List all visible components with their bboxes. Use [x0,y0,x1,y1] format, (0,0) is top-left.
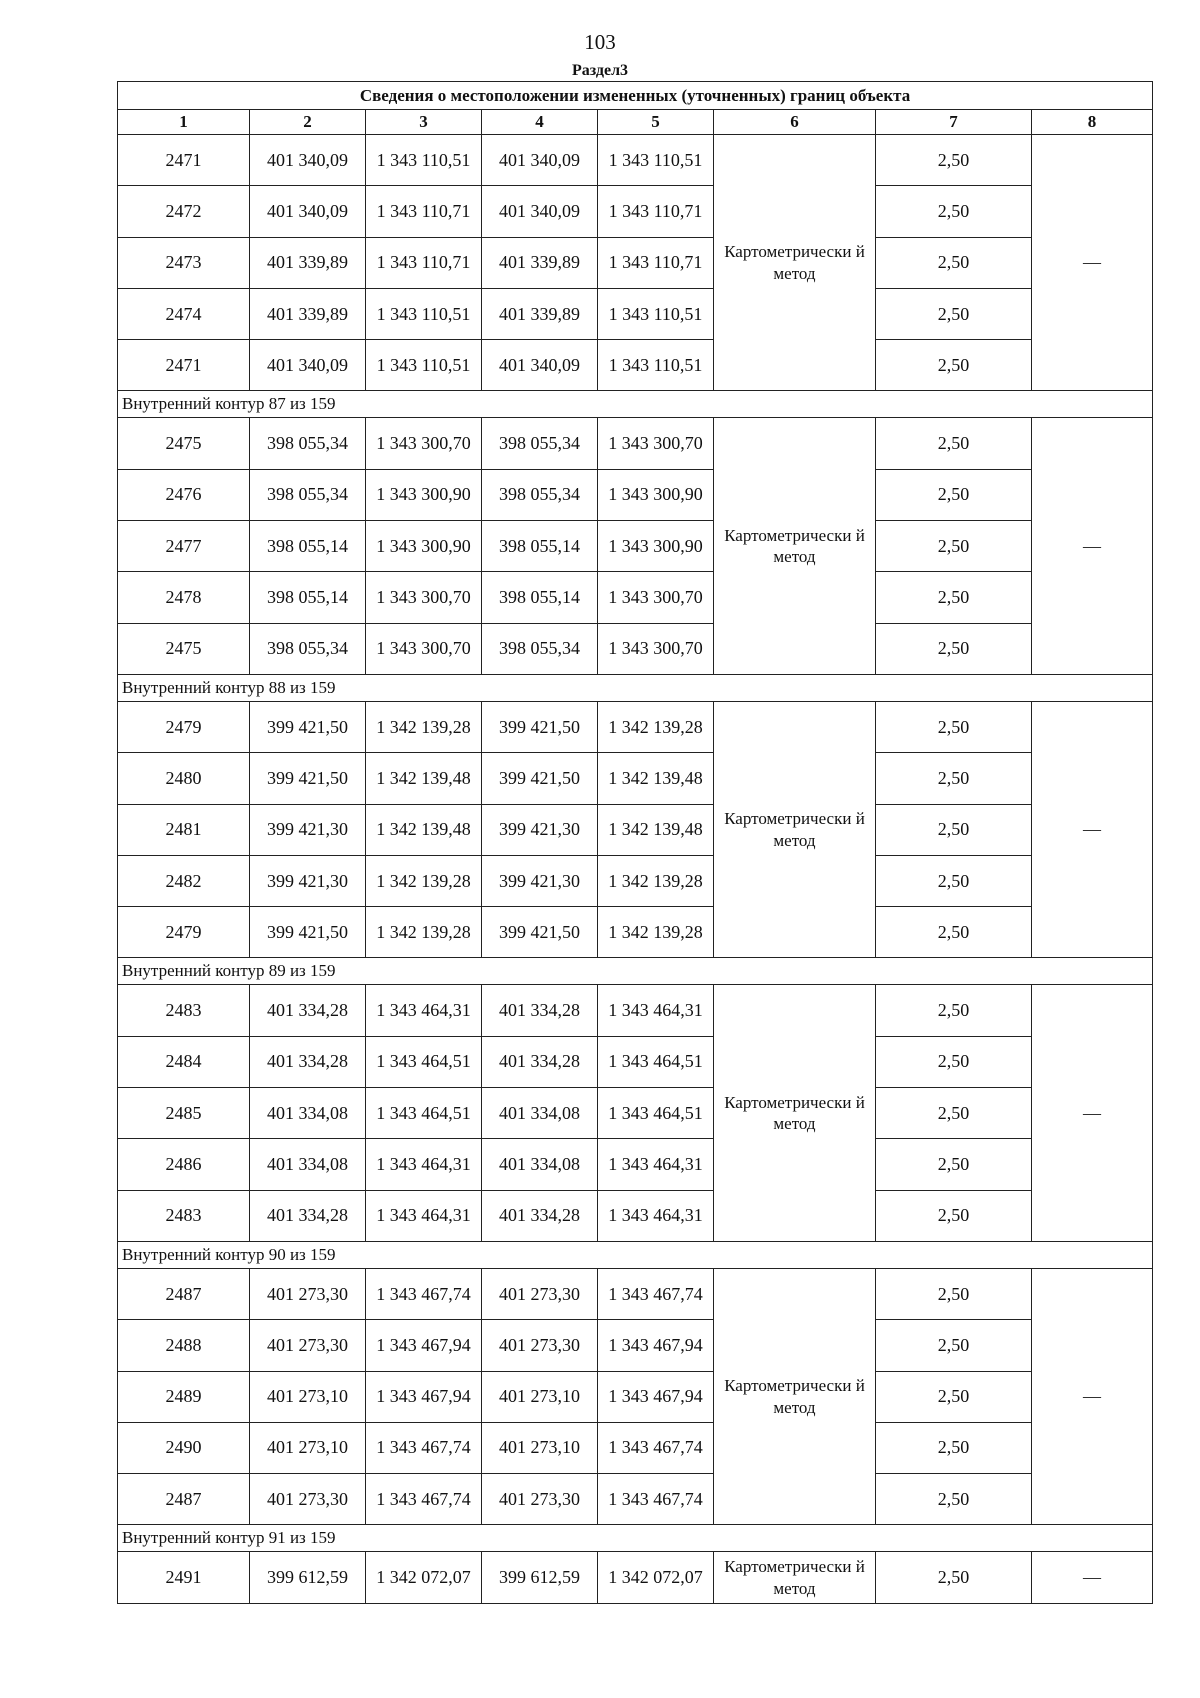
method-cell: Картометрически й метод [714,418,876,674]
refined-x-cell: 398 055,14 [482,521,598,572]
refined-x-cell: 398 055,14 [482,572,598,623]
note-cell: — [1032,1268,1153,1524]
existing-x-cell: 401 334,28 [250,985,366,1036]
existing-y-cell: 1 343 467,94 [366,1320,482,1371]
table-row [118,1036,1153,1087]
existing-x-cell: 401 273,30 [250,1268,366,1319]
existing-x-cell: 398 055,14 [250,521,366,572]
refined-y-cell: 1 343 300,70 [598,572,714,623]
refined-y-cell: 1 342 139,28 [598,855,714,906]
point-number-cell: 2475 [118,623,250,674]
table-row [118,1552,1153,1603]
existing-x-cell: 401 334,28 [250,1190,366,1241]
column-number-1: 1 [118,110,250,135]
refined-x-cell: 399 421,30 [482,804,598,855]
accuracy-cell: 2,50 [876,135,1032,186]
accuracy-cell: 2,50 [876,804,1032,855]
accuracy-cell: 2,50 [876,1088,1032,1139]
existing-y-cell: 1 343 467,74 [366,1474,482,1525]
table-row [118,1268,1153,1319]
table-caption: Сведения о местоположении измененных (уточненных) границ объекта [118,82,1153,110]
contour-label: Внутренний контур 90 из 159 [118,1241,1153,1268]
accuracy-cell: 2,50 [876,1036,1032,1087]
accuracy-cell: 2,50 [876,907,1032,958]
accuracy-cell: 2,50 [876,237,1032,288]
refined-y-cell: 1 343 464,51 [598,1036,714,1087]
contour-label: Внутренний контур 87 из 159 [118,391,1153,418]
refined-y-cell: 1 343 300,90 [598,521,714,572]
existing-y-cell: 1 343 464,31 [366,1190,482,1241]
point-number-cell: 2488 [118,1320,250,1371]
existing-x-cell: 401 340,09 [250,186,366,237]
existing-x-cell: 398 055,34 [250,623,366,674]
existing-x-cell: 401 339,89 [250,288,366,339]
column-number-2: 2 [250,110,366,135]
refined-y-cell: 1 343 464,51 [598,1088,714,1139]
refined-y-cell: 1 343 467,94 [598,1371,714,1422]
point-number-cell: 2475 [118,418,250,469]
existing-y-cell: 1 342 139,48 [366,804,482,855]
accuracy-cell: 2,50 [876,753,1032,804]
table-row [118,135,1153,186]
refined-y-cell: 1 343 467,74 [598,1268,714,1319]
column-number-3: 3 [366,110,482,135]
accuracy-cell: 2,50 [876,418,1032,469]
note-cell: — [1032,1552,1153,1603]
column-number-8: 8 [1032,110,1153,135]
refined-x-cell: 401 334,28 [482,985,598,1036]
accuracy-cell: 2,50 [876,1422,1032,1473]
contour-row [118,1525,1153,1552]
table-row [118,521,1153,572]
existing-y-cell: 1 343 300,90 [366,469,482,520]
point-number-cell: 2477 [118,521,250,572]
table-row [118,1190,1153,1241]
contour-label: Внутренний контур 91 из 159 [118,1525,1153,1552]
existing-y-cell: 1 343 110,51 [366,340,482,391]
refined-y-cell: 1 342 072,07 [598,1552,714,1603]
existing-x-cell: 399 421,50 [250,753,366,804]
existing-y-cell: 1 343 464,31 [366,985,482,1036]
refined-x-cell: 401 273,30 [482,1320,598,1371]
contour-label: Внутренний контур 89 из 159 [118,958,1153,985]
point-number-cell: 2479 [118,907,250,958]
point-number-cell: 2476 [118,469,250,520]
method-cell: Картометрически й метод [714,701,876,957]
refined-x-cell: 401 340,09 [482,340,598,391]
note-cell: — [1032,135,1153,391]
refined-x-cell: 401 334,08 [482,1139,598,1190]
column-number-7: 7 [876,110,1032,135]
column-number-6: 6 [714,110,876,135]
existing-y-cell: 1 343 110,71 [366,186,482,237]
point-number-cell: 2479 [118,701,250,752]
accuracy-cell: 2,50 [876,1268,1032,1319]
existing-y-cell: 1 342 139,28 [366,855,482,906]
method-cell: Картометрически й метод [714,1268,876,1524]
point-number-cell: 2473 [118,237,250,288]
existing-y-cell: 1 343 110,51 [366,288,482,339]
existing-x-cell: 401 273,30 [250,1320,366,1371]
point-number-cell: 2486 [118,1139,250,1190]
table-caption-row [118,82,1153,110]
table-row [118,572,1153,623]
refined-y-cell: 1 343 467,74 [598,1474,714,1525]
table-row [118,1320,1153,1371]
point-number-cell: 2478 [118,572,250,623]
point-number-cell: 2472 [118,186,250,237]
refined-x-cell: 401 339,89 [482,288,598,339]
table-row [118,804,1153,855]
existing-y-cell: 1 343 300,90 [366,521,482,572]
accuracy-cell: 2,50 [876,521,1032,572]
existing-y-cell: 1 343 464,31 [366,1139,482,1190]
accuracy-cell: 2,50 [876,469,1032,520]
existing-x-cell: 401 340,09 [250,340,366,391]
point-number-cell: 2485 [118,1088,250,1139]
point-number-cell: 2480 [118,753,250,804]
method-cell: Картометрически й метод [714,1552,876,1603]
existing-x-cell: 398 055,34 [250,418,366,469]
refined-y-cell: 1 343 300,70 [598,623,714,674]
existing-y-cell: 1 342 139,48 [366,753,482,804]
existing-y-cell: 1 343 300,70 [366,623,482,674]
existing-x-cell: 401 334,28 [250,1036,366,1087]
refined-y-cell: 1 342 139,28 [598,701,714,752]
refined-y-cell: 1 342 139,28 [598,907,714,958]
accuracy-cell: 2,50 [876,1190,1032,1241]
refined-y-cell: 1 343 464,31 [598,1190,714,1241]
refined-y-cell: 1 343 464,31 [598,985,714,1036]
refined-x-cell: 401 340,09 [482,186,598,237]
point-number-cell: 2471 [118,135,250,186]
refined-y-cell: 1 343 300,90 [598,469,714,520]
existing-x-cell: 399 421,50 [250,701,366,752]
contour-row [118,674,1153,701]
contour-row [118,391,1153,418]
column-number-4: 4 [482,110,598,135]
existing-x-cell: 398 055,14 [250,572,366,623]
accuracy-cell: 2,50 [876,340,1032,391]
existing-y-cell: 1 342 139,28 [366,701,482,752]
refined-x-cell: 399 421,50 [482,907,598,958]
accuracy-cell: 2,50 [876,288,1032,339]
refined-y-cell: 1 343 110,51 [598,135,714,186]
existing-x-cell: 399 421,30 [250,804,366,855]
accuracy-cell: 2,50 [876,1552,1032,1603]
method-cell: Картометрически й метод [714,985,876,1241]
existing-y-cell: 1 343 110,51 [366,135,482,186]
accuracy-cell: 2,50 [876,1139,1032,1190]
refined-x-cell: 398 055,34 [482,418,598,469]
refined-y-cell: 1 343 464,31 [598,1139,714,1190]
table-row [118,469,1153,520]
refined-x-cell: 401 273,10 [482,1371,598,1422]
refined-x-cell: 401 334,08 [482,1088,598,1139]
accuracy-cell: 2,50 [876,623,1032,674]
boundary-coordinates-table [117,81,1153,1604]
point-number-cell: 2490 [118,1422,250,1473]
point-number-cell: 2481 [118,804,250,855]
table-row [118,907,1153,958]
accuracy-cell: 2,50 [876,1474,1032,1525]
accuracy-cell: 2,50 [876,985,1032,1036]
refined-x-cell: 401 339,89 [482,237,598,288]
table-row [118,237,1153,288]
refined-x-cell: 399 421,50 [482,753,598,804]
table-row [118,1139,1153,1190]
table-row [118,1088,1153,1139]
note-cell: — [1032,418,1153,674]
accuracy-cell: 2,50 [876,855,1032,906]
existing-x-cell: 401 273,10 [250,1422,366,1473]
existing-x-cell: 401 273,10 [250,1371,366,1422]
column-number-5: 5 [598,110,714,135]
existing-y-cell: 1 343 464,51 [366,1036,482,1087]
existing-x-cell: 401 340,09 [250,135,366,186]
point-number-cell: 2483 [118,985,250,1036]
table-row [118,1422,1153,1473]
refined-y-cell: 1 343 467,74 [598,1422,714,1473]
refined-y-cell: 1 343 110,71 [598,186,714,237]
refined-y-cell: 1 343 110,51 [598,288,714,339]
point-number-cell: 2474 [118,288,250,339]
existing-y-cell: 1 342 072,07 [366,1552,482,1603]
refined-y-cell: 1 343 300,70 [598,418,714,469]
refined-x-cell: 401 340,09 [482,135,598,186]
refined-x-cell: 398 055,34 [482,623,598,674]
column-number-row [118,110,1153,135]
existing-x-cell: 401 334,08 [250,1088,366,1139]
refined-y-cell: 1 343 110,51 [598,340,714,391]
existing-y-cell: 1 343 300,70 [366,418,482,469]
existing-y-cell: 1 343 300,70 [366,572,482,623]
refined-x-cell: 398 055,34 [482,469,598,520]
existing-x-cell: 401 339,89 [250,237,366,288]
page-number: 103 [584,30,616,54]
existing-y-cell: 1 343 464,51 [366,1088,482,1139]
existing-y-cell: 1 342 139,28 [366,907,482,958]
refined-x-cell: 401 273,30 [482,1268,598,1319]
point-number-cell: 2484 [118,1036,250,1087]
table-row [118,855,1153,906]
table-row [118,1371,1153,1422]
table-body [118,82,1153,1604]
existing-x-cell: 398 055,34 [250,469,366,520]
refined-x-cell: 401 273,10 [482,1422,598,1473]
note-cell: — [1032,985,1153,1241]
point-number-cell: 2487 [118,1268,250,1319]
accuracy-cell: 2,50 [876,186,1032,237]
section-title: Раздел3 [571,62,629,79]
refined-x-cell: 399 421,50 [482,701,598,752]
existing-x-cell: 399 421,30 [250,855,366,906]
table-row [118,753,1153,804]
contour-row [118,958,1153,985]
point-number-cell: 2482 [118,855,250,906]
table-row [118,418,1153,469]
refined-y-cell: 1 342 139,48 [598,753,714,804]
point-number-cell: 2491 [118,1552,250,1603]
refined-x-cell: 401 334,28 [482,1036,598,1087]
existing-x-cell: 401 334,08 [250,1139,366,1190]
refined-x-cell: 399 612,59 [482,1552,598,1603]
table-row [118,186,1153,237]
existing-y-cell: 1 343 467,74 [366,1268,482,1319]
table-row [118,288,1153,339]
table-row [118,623,1153,674]
method-cell: Картометрически й метод [714,135,876,391]
existing-x-cell: 399 421,50 [250,907,366,958]
refined-x-cell: 399 421,30 [482,855,598,906]
refined-y-cell: 1 342 139,48 [598,804,714,855]
table-row [118,985,1153,1036]
refined-y-cell: 1 343 110,71 [598,237,714,288]
point-number-cell: 2487 [118,1474,250,1525]
refined-x-cell: 401 334,28 [482,1190,598,1241]
point-number-cell: 2483 [118,1190,250,1241]
existing-x-cell: 401 273,30 [250,1474,366,1525]
accuracy-cell: 2,50 [876,572,1032,623]
contour-label: Внутренний контур 88 из 159 [118,674,1153,701]
point-number-cell: 2489 [118,1371,250,1422]
existing-y-cell: 1 343 467,74 [366,1422,482,1473]
table-row [118,701,1153,752]
point-number-cell: 2471 [118,340,250,391]
existing-x-cell: 399 612,59 [250,1552,366,1603]
existing-y-cell: 1 343 467,94 [366,1371,482,1422]
note-cell: — [1032,701,1153,957]
table-row [118,1474,1153,1525]
table-row [118,340,1153,391]
refined-y-cell: 1 343 467,94 [598,1320,714,1371]
existing-y-cell: 1 343 110,71 [366,237,482,288]
accuracy-cell: 2,50 [876,1320,1032,1371]
refined-x-cell: 401 273,30 [482,1474,598,1525]
contour-row [118,1241,1153,1268]
accuracy-cell: 2,50 [876,1371,1032,1422]
accuracy-cell: 2,50 [876,701,1032,752]
